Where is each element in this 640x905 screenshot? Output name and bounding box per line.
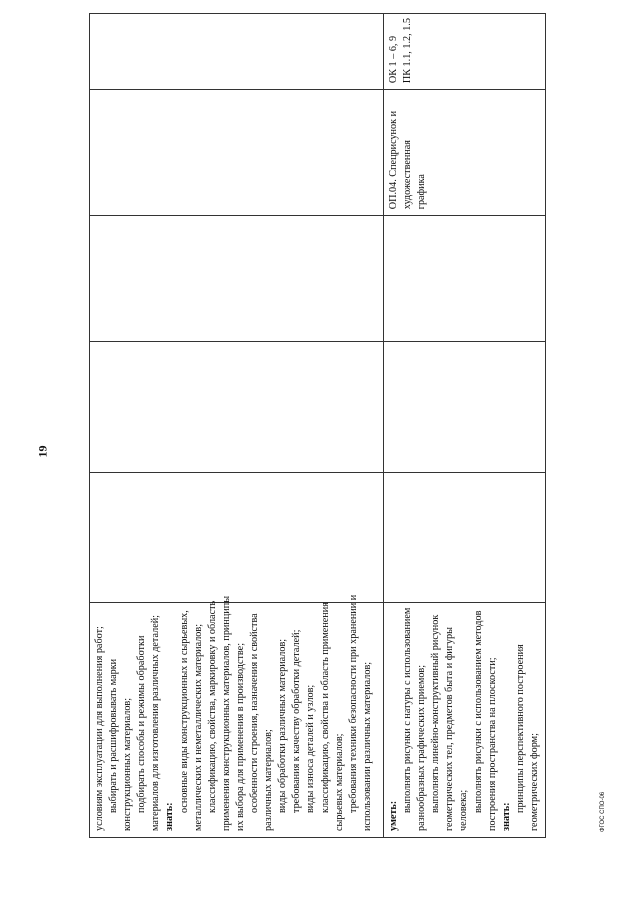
text-line: выбирать и расшифровывать марки <box>108 658 120 813</box>
empty-cell <box>90 342 384 472</box>
text-line: требования техники безопасности при хранении и <box>347 594 359 813</box>
empty-cell <box>90 472 384 602</box>
knowledge-skills-cell <box>90 594 384 838</box>
empty-cell <box>384 342 546 472</box>
text-line: классификацию, свойства, маркировку и область <box>206 600 218 813</box>
text-line: геометрических тел, предметов быта и фигуры <box>444 627 456 831</box>
competency-table <box>89 13 546 838</box>
competency-codes: ПК 1.1, 1.2, 1.5 <box>402 18 414 84</box>
section-heading: знать: <box>500 802 512 831</box>
discipline-name: художественная <box>402 140 414 210</box>
empty-cell <box>384 216 546 342</box>
text-line: человека; <box>458 789 470 831</box>
competencies-cell <box>90 14 384 90</box>
section-heading: уметь: <box>388 800 399 831</box>
text-line: использовании различных материалов; <box>361 661 373 831</box>
competency-codes: ОК 1 – 6, 9 <box>388 35 399 84</box>
text-line: основные виды конструкционных и сырьевых, <box>178 610 190 813</box>
text-line: подбирать способы и режимы обработки <box>136 635 148 813</box>
text-line: принципы перспективного построения <box>514 644 526 813</box>
discipline-name: ОП.04. Спецрисунок и <box>388 110 399 210</box>
text-line: сырьевых материалов; <box>333 733 345 831</box>
text-line: построения пространства на плоскости; <box>486 657 498 831</box>
text-line: классификацию, свойства и область применения <box>319 602 331 813</box>
footer-code: ФГОС СПО-06 <box>600 791 606 832</box>
table-row <box>90 14 384 838</box>
text-line: условиям эксплуатации для выполнения работ; <box>94 626 105 831</box>
empty-cell <box>90 216 384 342</box>
empty-cell <box>384 472 546 602</box>
text-line: применения конструкционных материалов, принципы <box>220 595 232 831</box>
empty-cell <box>90 90 384 216</box>
page-number: 19 <box>35 445 50 458</box>
discipline-name: графика <box>416 174 428 210</box>
text-line: виды обработки различных материалов; <box>277 638 289 813</box>
section-heading: знать: <box>164 802 176 831</box>
text-line: конструкционных материалов; <box>122 697 134 831</box>
text-line: разнообразных графических приемов; <box>416 664 428 831</box>
text-line: выполнять рисунки с использованием методов <box>472 610 484 813</box>
rotated-page <box>89 13 540 838</box>
text-line: их выбора для применения в производстве; <box>234 642 246 831</box>
text-line: особенности строения, назначения и свойства <box>249 613 261 813</box>
text-line: выполнять рисунки с натуры с использованием <box>402 607 414 813</box>
text-line: различных материалов; <box>263 729 275 831</box>
text-line: требования к качеству обработки деталей; <box>291 629 303 813</box>
text-line: геометрических форм; <box>528 733 540 831</box>
text-line: материалов для изготовления различных деталей; <box>150 614 162 831</box>
text-line: металлических и неметаллических материалов; <box>192 623 204 831</box>
competencies-cell <box>384 14 546 90</box>
text-line: выполнять линейно-конструктивный рисунок <box>430 614 442 813</box>
knowledge-skills-cell <box>384 603 546 838</box>
discipline-cell <box>384 90 546 216</box>
table-row <box>384 14 546 838</box>
text-line: виды износа деталей и узлов; <box>305 684 317 813</box>
